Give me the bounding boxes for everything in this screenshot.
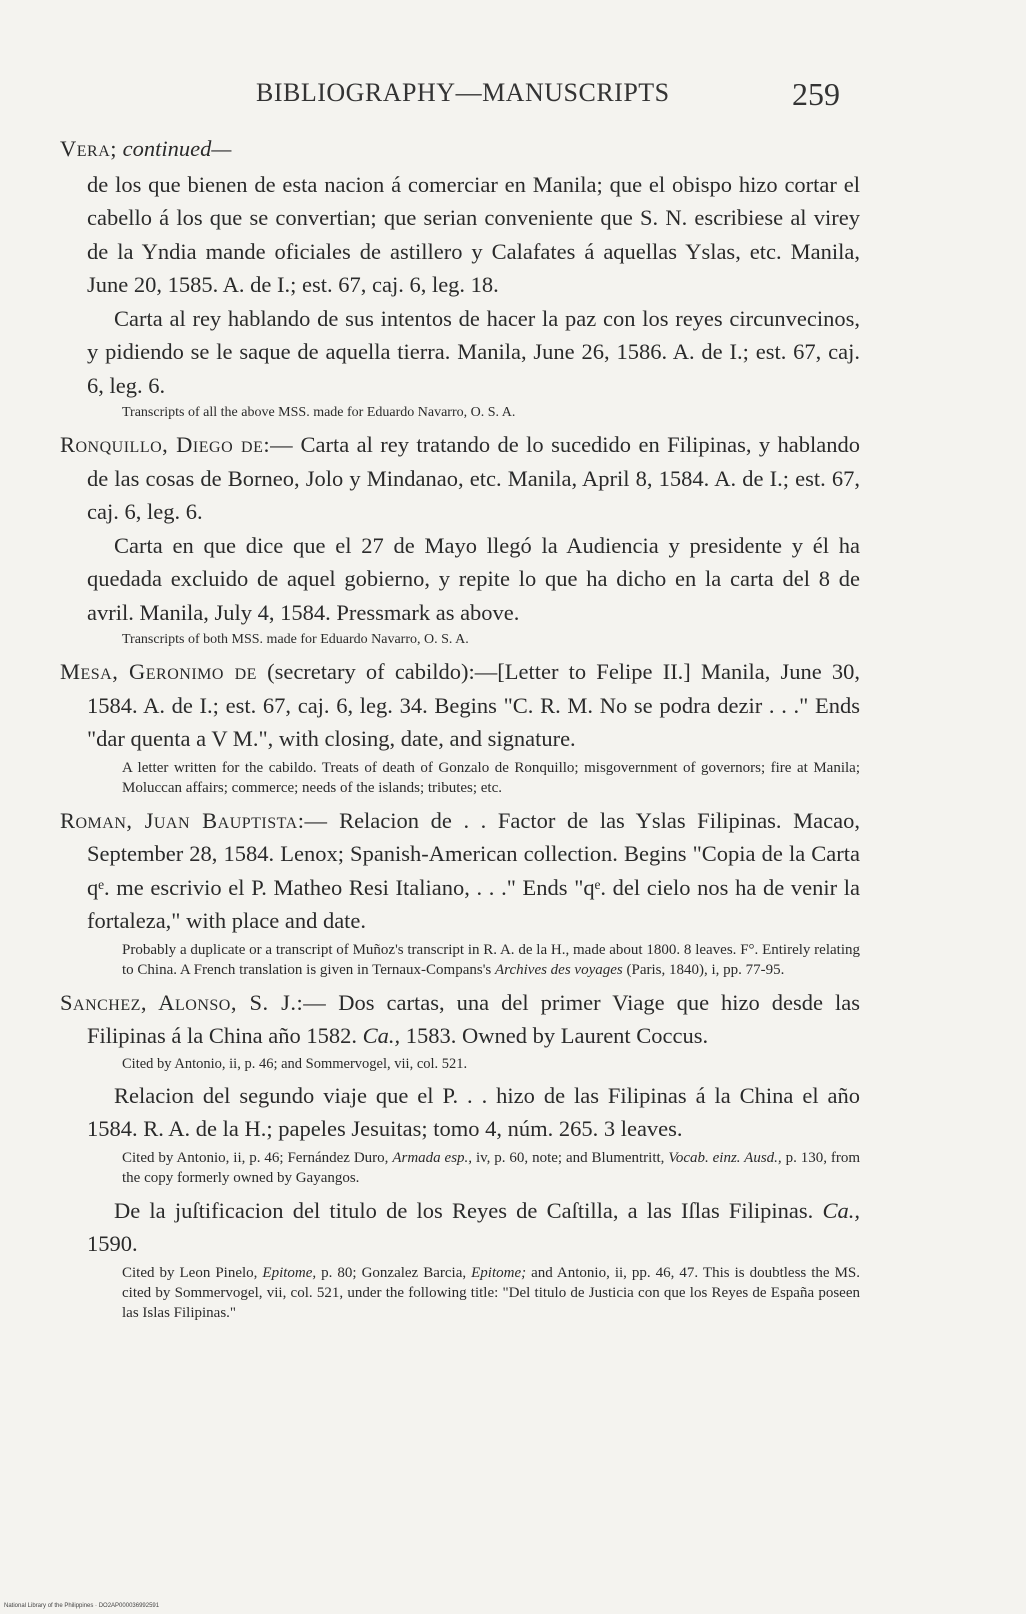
entry-ronquillo-para1 [60,428,860,529]
author-name: Ronquillo, Diego de:— [60,432,294,457]
circa-label: Ca., [822,1197,860,1223]
author-name: Sanchez, Alonso, S. J.:— [60,989,327,1015]
scan-credit: National Library of the Philippines · DO2AP000036992591 [4,1603,160,1609]
entry-mesa-para1 [60,655,860,756]
circa-label: Ca., [362,1023,401,1048]
note-text: Cited by Leon Pinelo, [122,1264,258,1281]
note-title: Armada esp., [392,1149,473,1166]
entry-vera-heading [60,132,860,166]
entry-sanchez-para2: Relacion del segundo viaje que el P. . . hizo de las Filipinas á la China el año 1584. R. A. de la H.; papeles Jesuitas; tomo 4, núm. 265. 3 leaves. [87,1082,860,1141]
note-text: Cited by Antonio, ii, p. 46; Fernández Duro, [122,1149,389,1166]
entry-roman-para1 [60,804,860,938]
entry-sanchez-para1 [60,986,860,1053]
entry-sanchez-note2 [60,1148,860,1188]
note-text: (Paris, 1840), i, pp. 77-95. [626,961,785,978]
note-title: Archives des voyages [495,961,623,978]
entry-ronquillo-note: Transcripts of both MSS. made for Eduardo Navarro, O. S. A. [122,632,469,647]
entry-text: 1583. Owned by Laurent Coccus. [405,1023,709,1048]
entry-text: Carta al rey tratando de lo sucedido en Filipinas, y hablando de las cosas de Borneo, Jolo y Mindanao, etc. Manila, April 8, 1584. A. de I.; est. 67, caj. 6, leg. 6. [87,432,860,524]
note-text: and Antonio, ii, pp. 46, 47. This is doubtless the MS. cited by Sommervogel, vii, col. 521, under the following title: "Del titulo de Justicia con que los Reyes de España poseen las Islas Filipinas." [122,1264,860,1321]
running-head: BIBLIOGRAPHY—MANUSCRIPTS [256,78,670,107]
author-name: Roman, Juan Bauptista:— [60,807,328,833]
entry-vera-note: Transcripts of all the above MSS. made for Eduardo Navarro, O. S. A. [122,405,516,420]
entry-text: 1590. [87,1231,138,1256]
page-content [60,132,860,1329]
note-title: Epitome, [262,1264,317,1281]
continued-label: continued— [122,136,232,161]
entry-ronquillo-para2: Carta en que dice que el 27 de Mayo llegó la Audiencia y presidente y él ha quedada excluido de aquel gobierno, y repite lo que ha dicho en la carta del 8 de avril. Manila, July 4, 1584. Pressmark as above. [87,532,860,625]
note-text: iv, p. 60, note; and Blumentritt, [475,1149,665,1166]
note-title: Epitome; [471,1264,527,1281]
note-text: p. 80; Gonzalez Barcia, [321,1264,467,1281]
note-text: p. 130, from the copy formerly owned by Gayangos. [122,1149,861,1186]
entry-sanchez-note3 [60,1263,860,1323]
entry-text: Relacion de . . Factor de las Yslas Filipinas. Macao, September 28, 1584. Lenox; Spanish-American collection. Begins "Copia de la Carta qᵉ. me escrivio el P. Matheo Resi Italiano, . . ." Ends "qᵉ. del cielo nos ha de venir la fortaleza," with place and date. [87,807,860,933]
entry-sanchez-note1: Cited by Antonio, ii, p. 46; and Sommervogel, vii, col. 521. [122,1055,468,1072]
entry-text: De la juſtificacion del titulo de los Reyes de Caſtilla, a las Iſlas Filipinas. [114,1197,814,1223]
entry-mesa-note: A letter written for the cabildo. Treats of death of Gonzalo de Ronquillo; misgovernment of governors; fire at Manila; Moluccan affairs; commerce; needs of the islands; tributes; etc. [122,759,860,796]
entry-vera-para2: Carta al rey hablando de sus intentos de hacer la paz con los reyes circunvecinos, y pidiendo se le saque de aquella tierra. Manila, June 26, 1586. A. de I.; est. 67, caj. 6, leg. 6. [87,305,860,398]
author-name: Mesa, Geronimo de [60,659,257,684]
note-text: Probably a duplicate or a transcript of Muñoz's transcript in R. A. de la H., made about 1800. 8 leaves. F°. Entirely relating to China. A French translation is given in Ternaux-Compans's [122,941,860,978]
page-number: 259 [792,76,840,112]
note-title: Vocab. einz. Ausd., [668,1149,782,1166]
entry-text: (secretary of cabildo):—[Letter to Felipe II.] Manila, June 30, 1584. A. de I.; est. 67, caj. 6, leg. 34. Begins "C. R. M. No se podra dezir . . ." Ends "dar quenta a V M.", with closing, date, and signature. [87,659,860,751]
entry-text: Dos cartas, una del primer Viage que hizo desde las Filipinas á la China año 1582. [87,989,861,1048]
entry-sanchez-para3 [60,1194,860,1261]
author-name: Vera; [60,136,117,161]
entry-vera-para1: de los que bienen de esta nacion á comerciar en Manila; que el obispo hizo cortar el cabello á los que se convertian; que serian conveniente que S. N. escribiese al virey de la Yndia mande oficiales de astillero y Calafates á aquellas Yslas, etc. Manila, June 20, 1585. A. de I.; est. 67, caj. 6, leg. 18. [87,171,860,297]
entry-roman-note [60,940,860,980]
